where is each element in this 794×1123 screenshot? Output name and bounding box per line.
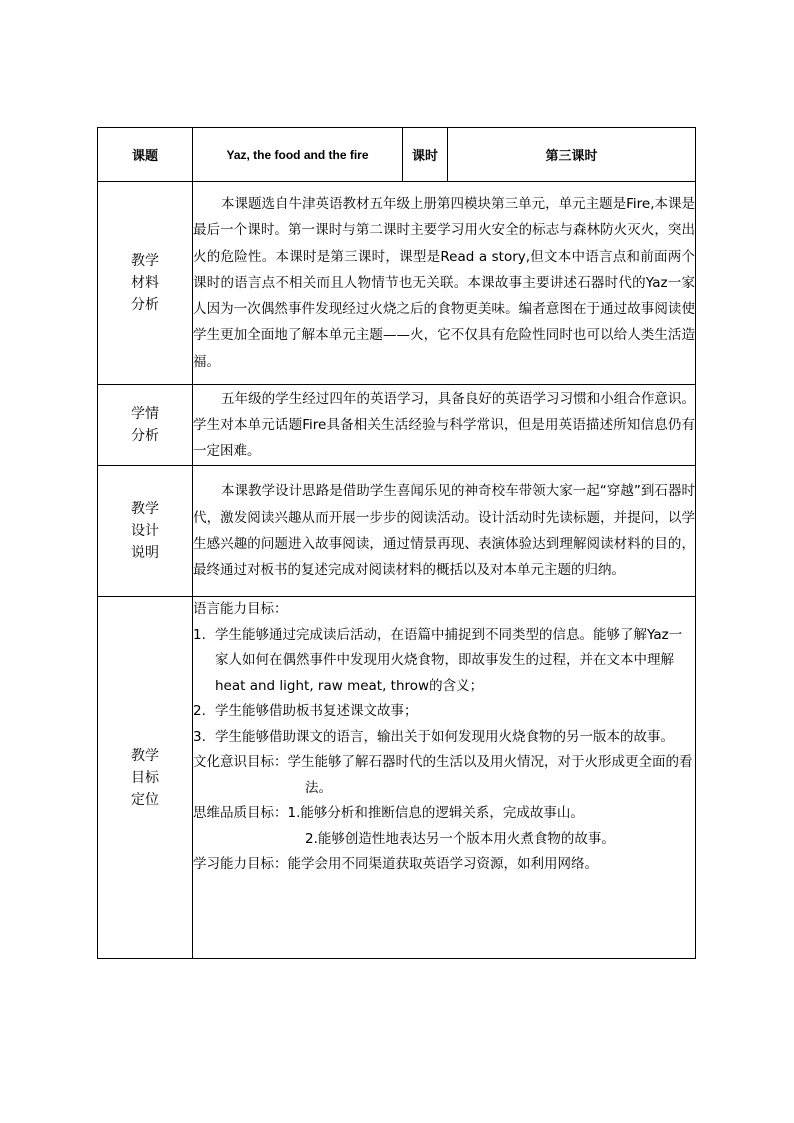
thinking-goal-2: 2.能够创造性地表达另一个版本用火煮食物的故事。 bbox=[305, 830, 615, 847]
thinking-goal-1: 思维品质目标：1.能够分析和推断信息的逻辑关系，完成故事山。 bbox=[193, 805, 584, 821]
language-goal-heading: 语言能力目标： bbox=[193, 601, 288, 617]
design-notes-text: 本课教学设计思路是借助学生喜闻乐见的神奇校车带领大家一起“穿越”到石器时代，激发阅读兴趣从而开展一步步的阅读活动。设计活动时先读标题，并提问，以学生感兴趣的问题进入故事阅读，通过情景再现、表演体验达到理解阅读材料的目的，最终通过对板书的复述完成对阅读材料的概括以及对本单元主题的归纳。 bbox=[193, 466, 696, 597]
material-analysis-label: 教学 材料 分析 bbox=[98, 182, 193, 385]
teaching-goals-row bbox=[98, 597, 696, 959]
student-analysis-text: 五年级的学生经过四年的英语学习，具备良好的英语学习习惯和小组合作意识。学生对本单元话题Fire具备相关生活经验与科学常识，但是用英语描述所知信息仍有一定困难。 bbox=[193, 385, 696, 466]
material-analysis-text: 本课题选自牛津英语教材五年级上册第四模块第三单元，单元主题是Fire,本课是最后一个课时。第一课时与第二课时主要学习用火安全的标志与森林防火灭火，突出火的危险性。本课时是第三课时，课型是Read a story,但文本中语言点和前面两个课时的语言点不相关而且人物情节也无关联。本课故事主要讲述石器时代的Yaz一家人因为一次偶然事件发现经过火烧之后的食物更美味。编者意图在于通过故事阅读使学生更加全面地了解本单元主题——火，它不仅具有危险性同时也可以给人类生活造福。 bbox=[193, 182, 696, 385]
design-notes-row bbox=[98, 466, 696, 597]
header-row bbox=[98, 128, 696, 182]
culture-goal: 文化意识目标：学生能够了解石器时代的生活以及用火情况，对于火形成更全面的看法。 bbox=[193, 754, 693, 796]
topic-value: Yaz, the food and the fire bbox=[193, 128, 403, 182]
period-value: 第三课时 bbox=[448, 128, 696, 182]
lesson-plan-table bbox=[97, 127, 696, 959]
teaching-goals-content bbox=[193, 597, 696, 959]
learning-goal: 学习能力目标：能学会用不同渠道获取英语学习资源，如利用网络。 bbox=[193, 856, 598, 872]
student-analysis-row bbox=[98, 385, 696, 466]
language-goal-item: 1. 学生能够通过完成读后活动，在语篇中捕捉到不同类型的信息。能够了解Yaz一家人如何在偶然事件中发现用火烧食物，即故事发生的过程，并在文本中理解heat and light, raw meat, throw的含义； bbox=[193, 626, 683, 694]
language-goal-item: 3. 学生能够借助课文的语言，输出关于如何发现用火烧食物的另一版本的故事。 bbox=[193, 728, 674, 745]
language-goal-item: 2. 学生能够借助板书复述课文故事； bbox=[193, 703, 418, 719]
student-analysis-label: 学情 分析 bbox=[98, 385, 193, 466]
teaching-goals-label: 教学 目标 定位 bbox=[98, 597, 193, 959]
topic-label: 课题 bbox=[98, 128, 193, 182]
design-notes-label: 教学 设计 说明 bbox=[98, 466, 193, 597]
period-label: 课时 bbox=[403, 128, 448, 182]
material-analysis-row bbox=[98, 182, 696, 385]
